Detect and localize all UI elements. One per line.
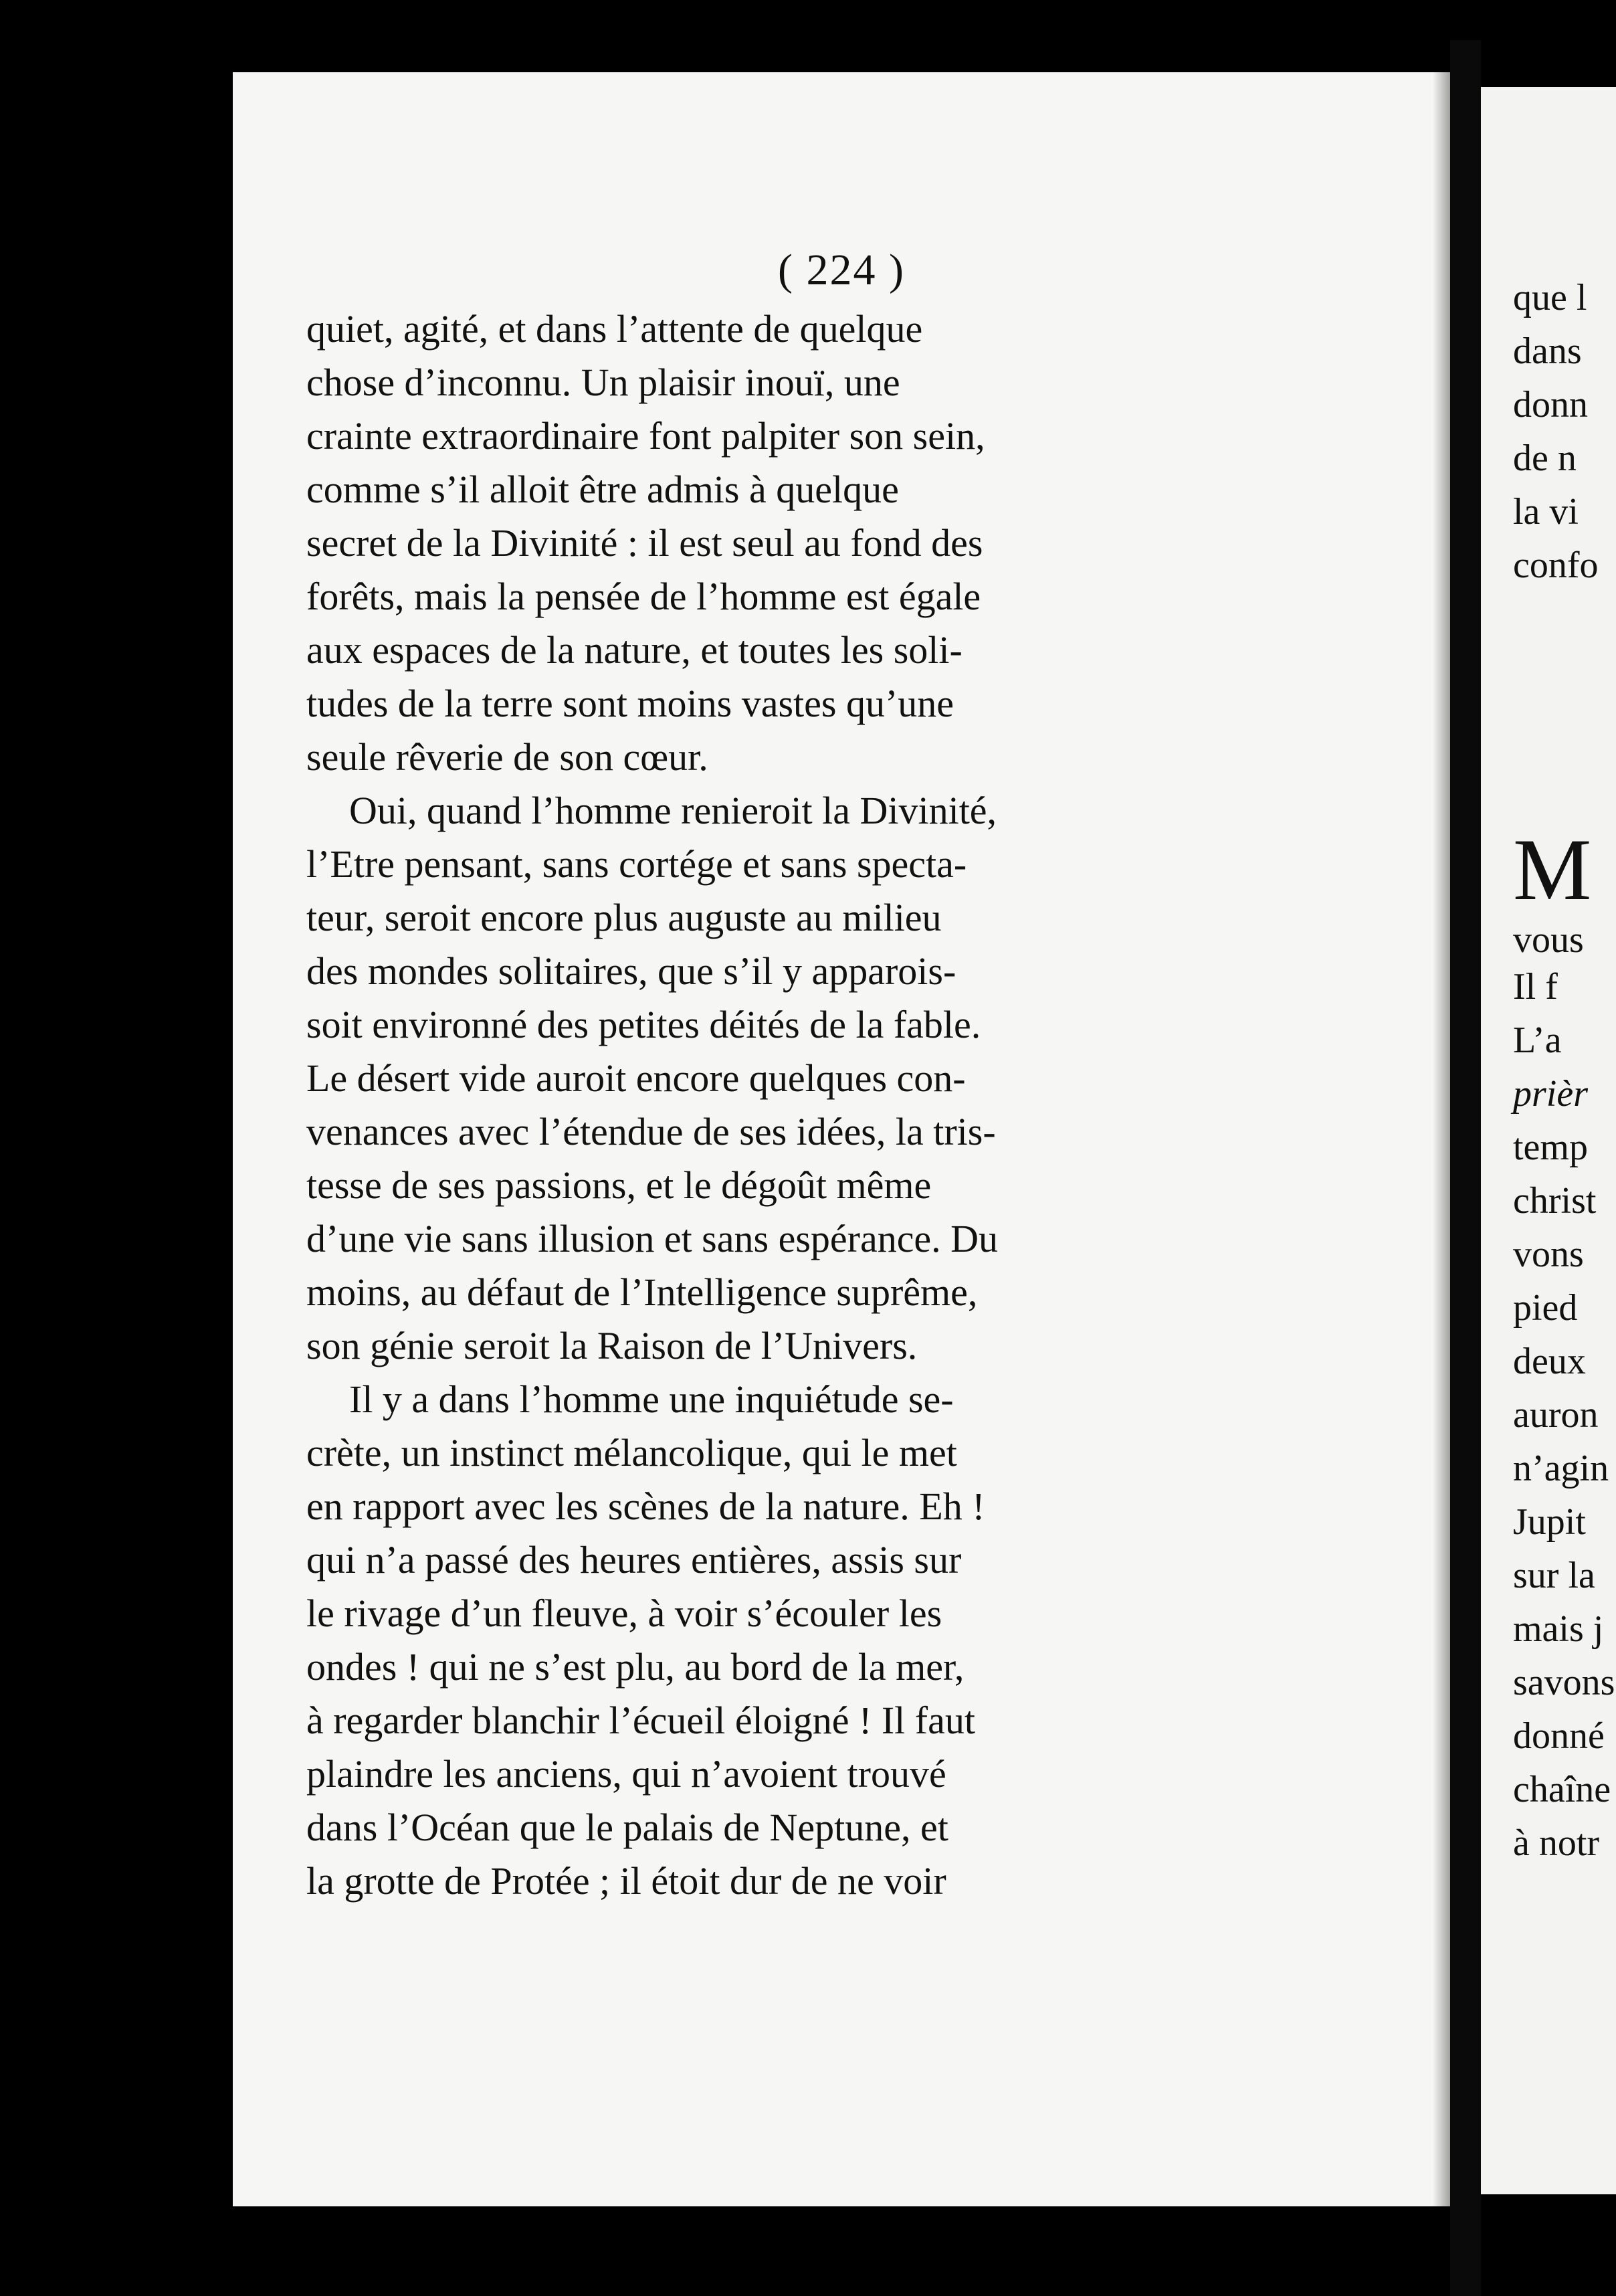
- text-line: à regarder blanchir l’écueil éloigné ! Il faut: [306, 1699, 975, 1742]
- text-line: forêts, mais la pensée de l’homme est égale: [306, 575, 981, 618]
- text-line: des mondes solitaires, que s’il y apparois-: [306, 949, 956, 993]
- right-text-line: deux: [1513, 1341, 1586, 1382]
- text-line: d’une vie sans illusion et sans espérance. Du: [306, 1217, 999, 1260]
- text-line: secret de la Divinité : il est seul au fond des: [306, 521, 983, 565]
- text-line: teur, seroit encore plus auguste au milieu: [306, 896, 942, 939]
- right-text-line: pied: [1513, 1287, 1578, 1329]
- book-gutter: [1450, 40, 1481, 2296]
- text-line: crète, un instinct mélancolique, qui le met: [306, 1431, 957, 1474]
- right-text-line: Jupit: [1513, 1501, 1586, 1543]
- right-text-line: Il f: [1513, 966, 1558, 1008]
- right-text-line: vous: [1513, 919, 1584, 961]
- text-line: tesse de ses passions, et le dégoût même: [306, 1163, 932, 1207]
- right-text-line: mais j: [1513, 1608, 1604, 1650]
- right-text-line: donn: [1513, 384, 1588, 425]
- right-text-line: christ: [1513, 1180, 1597, 1222]
- text-line: quiet, agité, et dans l’attente de quelque: [306, 307, 923, 351]
- right-text-line: n’agin: [1513, 1448, 1609, 1489]
- text-line: seule rêverie de son cœur.: [306, 735, 708, 779]
- text-line: comme s’il alloit être admis à quelque: [306, 468, 899, 511]
- right-text-line: savons: [1513, 1662, 1615, 1703]
- text-line: ondes ! qui ne s’est plu, au bord de la mer,: [306, 1645, 965, 1689]
- right-text-line: sur la: [1513, 1555, 1595, 1596]
- text-line: soit environné des petites déités de la fable.: [306, 1003, 981, 1046]
- text-line: plaindre les anciens, qui n’avoient trouvé: [306, 1752, 946, 1796]
- text-line: Le désert vide auroit encore quelques con-: [306, 1056, 966, 1100]
- text-line: la grotte de Protée ; il étoit dur de ne voir: [306, 1859, 946, 1903]
- right-text-line: dans: [1513, 330, 1582, 372]
- right-text-line: de n: [1513, 438, 1577, 479]
- text-line: en rapport avec les scènes de la nature. Eh !: [306, 1485, 985, 1528]
- right-page-text: [1513, 0, 1616, 2296]
- right-text-line: confo: [1513, 545, 1599, 586]
- right-text-line: vons: [1513, 1234, 1584, 1275]
- right-text-line: la vi: [1513, 491, 1579, 533]
- right-text-line: que l: [1513, 277, 1587, 318]
- page-number: ( 224 ): [778, 246, 905, 294]
- right-text-line: donné: [1513, 1715, 1605, 1757]
- text-line: moins, au défaut de l’Intelligence suprême,: [306, 1270, 978, 1314]
- text-line: dans l’Océan que le palais de Neptune, et: [306, 1806, 948, 1849]
- right-text-line: prièr: [1513, 1073, 1588, 1115]
- text-line: le rivage d’un fleuve, à voir s’écouler les: [306, 1592, 942, 1635]
- text-line: Il y a dans l’homme une inquiétude se-: [349, 1377, 954, 1421]
- text-line: venances avec l’étendue de ses idées, la tris-: [306, 1110, 996, 1153]
- text-line: l’Etre pensant, sans cortége et sans specta-: [306, 842, 967, 886]
- right-text-line: à notr: [1513, 1822, 1600, 1864]
- right-text-line: M: [1513, 820, 1592, 919]
- text-line: son génie seroit la Raison de l’Univers.: [306, 1324, 918, 1367]
- text-line: qui n’a passé des heures entières, assis sur: [306, 1538, 962, 1582]
- text-line: crainte extraordinaire font palpiter son sein,: [306, 414, 985, 458]
- text-line: chose d’inconnu. Un plaisir inouï, une: [306, 361, 900, 404]
- right-text-line: chaîne: [1513, 1769, 1611, 1810]
- right-text-line: L’a: [1513, 1020, 1562, 1061]
- right-text-line: auron: [1513, 1394, 1599, 1436]
- right-text-line: temp: [1513, 1127, 1588, 1168]
- text-line: Oui, quand l’homme renieroit la Divinité,: [349, 789, 997, 832]
- text-line: tudes de la terre sont moins vastes qu’une: [306, 682, 954, 725]
- text-line: aux espaces de la nature, et toutes les soli-: [306, 628, 963, 672]
